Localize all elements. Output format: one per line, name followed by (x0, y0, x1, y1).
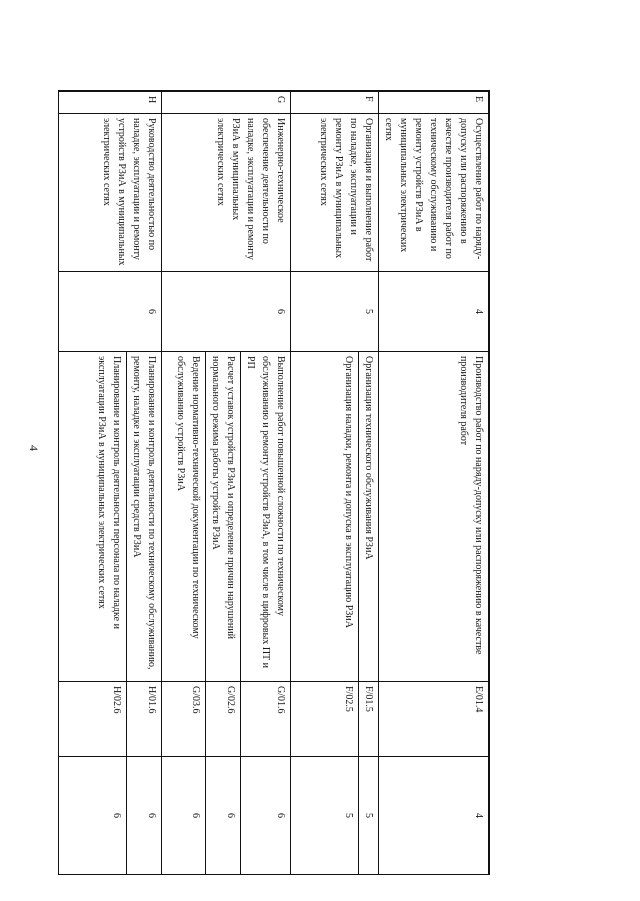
functions-table (58, 91, 489, 875)
function-code: H/02.6 (58, 682, 127, 757)
function-level: 5 (359, 757, 379, 875)
general-function-code: H (58, 92, 162, 114)
function-name: Планирование и контроль деятельности по техническому обслуживанию, ремонту, наладке и эксплуатации средств РЗиА (127, 352, 162, 682)
general-function-name: Руководство деятельностью по наладке, эксплуатации и ремонту устройств РЗиА в муниципальных электрических сетях (58, 114, 162, 272)
function-level: 6 (241, 757, 291, 875)
general-function-code: G (162, 92, 291, 114)
function-level: 6 (127, 757, 162, 875)
table-row (127, 92, 162, 875)
general-function-level: 4 (379, 272, 489, 352)
function-level: 4 (379, 757, 489, 875)
function-name: Организация технического обслуживания РЗиА (359, 352, 379, 682)
function-name: Организация наладки, ремонта и допуска в эксплуатацию РЗиА (291, 352, 359, 682)
function-name: Планирование и контроль деятельности персонала по наладке и эксплуатации РЗиА в муниципальных электрических сетях (58, 352, 127, 682)
rotated-table-container (59, 91, 489, 874)
general-function-level: 6 (162, 272, 291, 352)
function-level: 6 (162, 757, 206, 875)
table-frame (58, 90, 490, 875)
function-name: Выполнение работ повышенной сложности по техническому обслуживанию и ремонту устройств РЗиА, в том числе в цифровых ПТ и РП (241, 352, 291, 682)
function-name: Производство работ по наряду-допуску или распоряжению в качестве производителя работ (379, 352, 489, 682)
function-code: H/01.6 (127, 682, 162, 757)
general-function-name: Осуществление работ по наряду-допуску или распоряжению в качестве производителя работ по техническому обслуживанию и ремонту устройств РЗиА в муниципальных электрических сетях (379, 114, 489, 272)
function-code: F/02.5 (291, 682, 359, 757)
general-function-code: F (291, 92, 379, 114)
page-number: 4 (27, 445, 41, 451)
function-code: G/03.6 (162, 682, 206, 757)
function-code: G/01.6 (241, 682, 291, 757)
function-code: G/02.6 (206, 682, 241, 757)
general-function-code: E (379, 92, 489, 114)
general-function-level: 6 (58, 272, 162, 352)
function-level: 6 (206, 757, 241, 875)
general-function-name: Организация и выполнение работ по наладке, эксплуатации и ремонту РЗиА в муниципальных электрических сетях (291, 114, 379, 272)
function-code: F/01.5 (359, 682, 379, 757)
table-row (241, 92, 291, 875)
table-row (379, 92, 489, 875)
general-function-level: 5 (291, 272, 379, 352)
function-name: Расчет уставок устройств РЗиА и определение причин нарушений нормального режима работы устройств РЗиА (206, 352, 241, 682)
function-name: Ведение нормативно-технической документации по техническому обслуживанию устройств РЗиА (162, 352, 206, 682)
function-level: 5 (291, 757, 359, 875)
function-level: 6 (58, 757, 127, 875)
table-row (359, 92, 379, 875)
general-function-name: Инженерно-техническое обеспечение деятельности по наладке, эксплуатации и ремонту РЗиА в муниципальных электрических сетях (162, 114, 291, 272)
function-code: E/01.4 (379, 682, 489, 757)
